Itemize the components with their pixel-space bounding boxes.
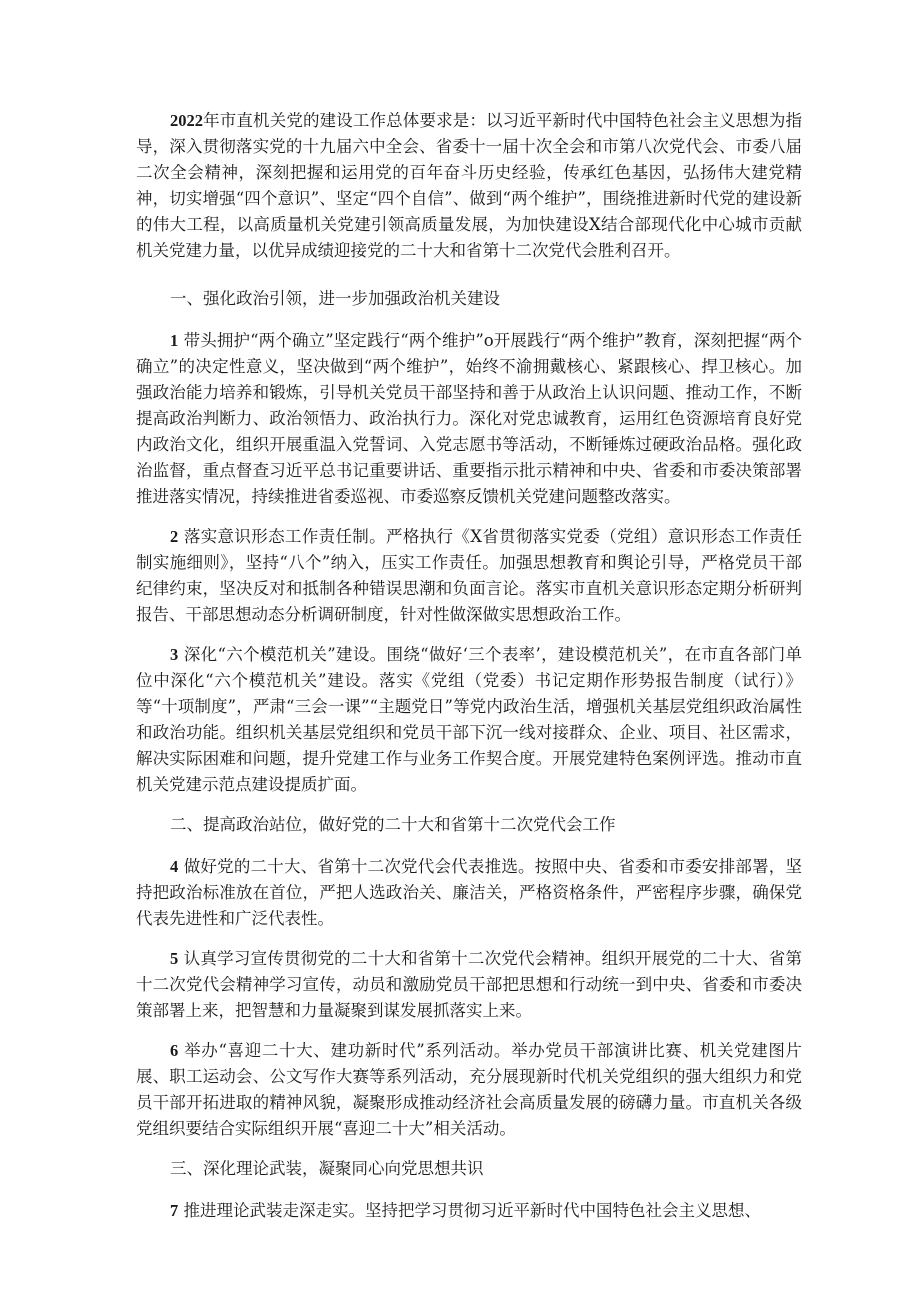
item-number: 6 <box>170 1041 179 1060</box>
item-number: 7 <box>170 1201 179 1220</box>
section-heading-3: 三、深化理论武装，凝聚同心向党思想共识 <box>170 1159 484 1178</box>
item-text: 落实意识形态工作责任制。严格执行《X省贯彻落实党委（党组）意识形态工作责任制实施细则》，坚持“八个”纳入，压实工作责任。加强思想教育和舆论引导，严格党员干部纪律约束，坚决反对和抵制各种错误思潮和负面言论。落实市直机关意识形态定期分析研判报告、干部思想动态分析调研制度，针对性做深做实思想政治工作。 <box>136 527 802 624</box>
intro-year: 2022 <box>170 111 203 130</box>
item-text: 带头拥护“两个确立”坚定践行“两个维护”o开展践行“两个维护”教育，深刻把握“两个确立”的决定性意义，坚决做到“两个维护”，始终不渝拥戴核心、紧跟核心、捍卫核心。加强政治能力培养和锻炼，引导机关党员干部坚持和善于从政治上认识问题、推动工作，不断提高政治判断力、政治领悟力、政治执行力。深化对党忠诚教育，运用红色资源培育良好党内政治文化，组织开展重温入党誓词、入党志愿书等活动，不断锤炼过硬政治品格。强化政治监督，重点督查习近平总书记重要讲话、重要指示批示精神和中央、省委和市委决策部署推进落实情况，持续推进省委巡视、市委巡察反馈机关党建问题整改落实。 <box>136 331 802 506</box>
item-number: 2 <box>170 527 179 546</box>
item-number: 1 <box>170 331 179 350</box>
item-number: 5 <box>170 949 179 968</box>
section-heading-2: 二、提高政治站位，做好党的二十大和省第十二次党代会工作 <box>170 815 616 834</box>
item-paragraph-3 <box>136 642 802 798</box>
item-paragraph-2 <box>136 524 802 628</box>
item-paragraph-1 <box>136 328 802 510</box>
section-heading-1: 一、强化政治引领，进一步加强政治机关建设 <box>170 289 500 308</box>
item-number: 4 <box>170 857 179 876</box>
item-paragraph-4 <box>136 854 802 932</box>
item-paragraph-6 <box>136 1038 802 1142</box>
item-text: 认真学习宣传贯彻党的二十大和省第十二次党代会精神。组织开展党的二十大、省第十二次党代会精神学习宣传，动员和激励党员干部把思想和行动统一到中央、省委和市委决策部署上来，把智慧和力量凝聚到谋发展抓落实上来。 <box>136 949 803 1020</box>
item-number: 3 <box>170 645 179 664</box>
item-text: 举办“喜迎二十大、建功新时代”系列活动。举办党员干部演讲比赛、机关党建图片展、职工运动会、公文写作大赛等系列活动，充分展现新时代机关党组织的强大组织力和党员干部开拓进取的精神风貌，凝聚形成推动经济社会高质量发展的磅礴力量。市直机关各级党组织要结合实际组织开展“喜迎二十大”相关活动。 <box>136 1041 802 1138</box>
intro-paragraph <box>136 108 802 264</box>
intro-text: 年市直机关党的建设工作总体要求是：以习近平新时代中国特色社会主义思想为指导，深入贯彻落实党的十九届六中全会、省委十一届十次全会和市第八次党代会、市委八届二次全会精神，深刻把握和运用党的百年奋斗历史经验，传承红色基因，弘扬伟大建党精神，切实增强“四个意识”、坚定“四个自信”、做到“两个维护”，围绕推进新时代党的建设新的伟大工程，以高质量机关党建引领高质量发展，为加快建设X结合部现代化中心城市贡献机关党建力量，以优异成绩迎接党的二十大和省第十二次党代会胜利召开。 <box>136 111 802 260</box>
item-paragraph-5 <box>136 946 802 1024</box>
item-text: 推进理论武装走深走实。坚持把学习贯彻习近平新时代中国特色社会主义思想、 <box>183 1201 761 1220</box>
item-paragraph-7 <box>136 1198 802 1224</box>
item-text: 做好党的二十大、省第十二次党代会代表推选。按照中央、省委和市委安排部署，坚持把政治标准放在首位，严把人选政治关、廉洁关，严格资格条件，严密程序步骤，确保党代表先进性和广泛代表性。 <box>136 857 803 928</box>
item-text: 深化“六个模范机关”建设。围绕“做好‘三个表率’，建设模范机关”，在市直各部门单位中深化“六个模范机关”建设。落实《党组（党委）书记定期作形势报告制度（试行）》等“十项制度”，严肃“三会一课”“主题党日”等党内政治生活，增强机关基层党组织政治属性和政治功能。组织机关基层党组织和党员干部下沉一线对接群众、企业、项目、社区需求，解决实际困难和问题，提升党建工作与业务工作契合度。开展党建特色案例评选。推动市直机关党建示范点建设提质扩面。 <box>136 645 802 794</box>
